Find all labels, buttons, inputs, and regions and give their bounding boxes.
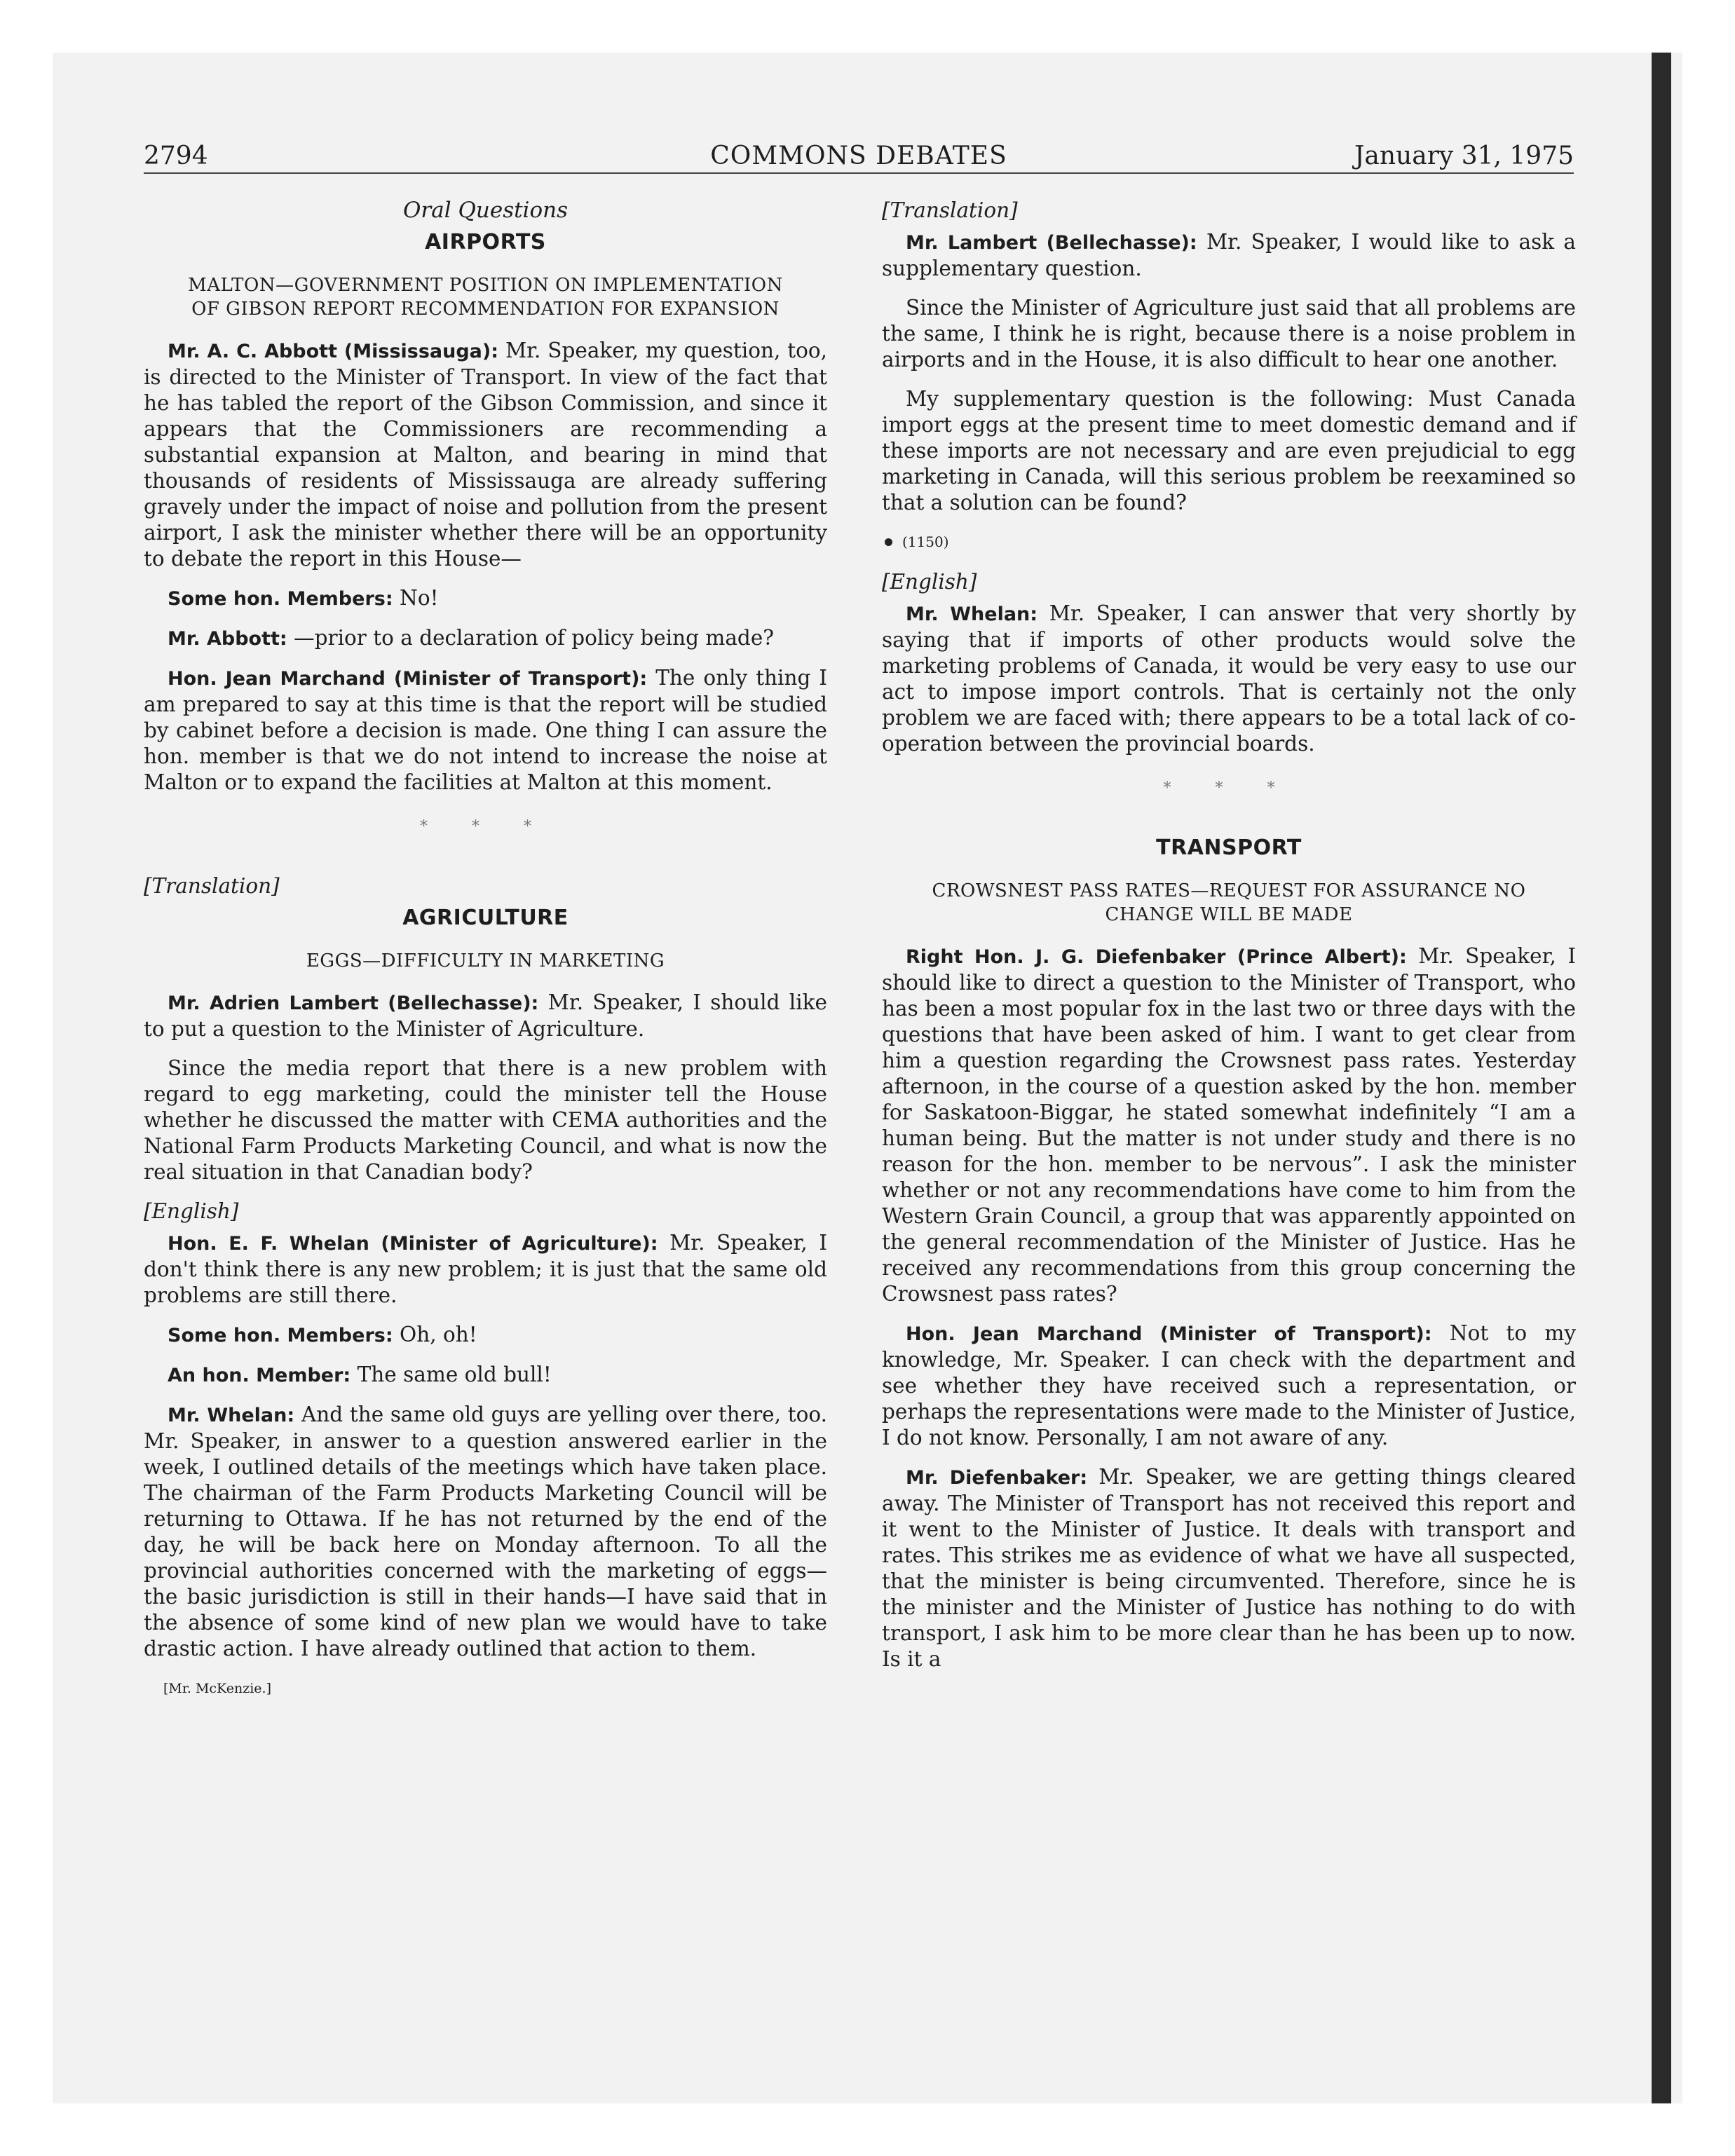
speaker-name: Mr. Whelan: — [168, 1405, 295, 1426]
paragraph — [144, 990, 827, 1042]
publication-title: COMMONS DEBATES — [710, 142, 1007, 170]
speaker-name: Hon. E. F. Whelan (Minister of Agriculture): — [168, 1233, 658, 1255]
speaker-name: An hon. Member: — [168, 1365, 351, 1386]
speaker-name: Mr. Lambert (Bellechasse): — [906, 232, 1197, 254]
speaker-name: Right Hon. J. G. Diefenbaker (Prince Albert): — [906, 946, 1407, 968]
speech-text: Mr. Speaker, I should like to direct a question to the Minister of Transport, who has been a most popular fox in the last two or three days with the questions that have been asked of him. I want to get clear from him a question regarding the Crowsnest pass rates. Yesterday afternoon, in the course of a question asked by the hon. member for Saskatoon-Biggar, he stated somewhat indefinitely “I am a human being. But the matter is not under study and there is no reason for the hon. member to be nervous”. I ask the minister whether or not any recommendations have come to him from the Western Grain Council, a group that was apparently appointed on the general recommendation of the Minister of Justice. Has he received any recommendations from this group concerning the Crowsnest pass rates? — [882, 944, 1576, 1306]
paragraph — [882, 943, 1576, 1307]
english-tag: [English] — [144, 1199, 239, 1223]
speech-text: And the same old guys are yelling over there, too. Mr. Speaker, in answer to a question answered earlier in the week, I outlined details of the meetings which have taken place. The chairman of the Farm Products Marketing Council will be returning to Ottawa. If he has not returned by the end of the day, he will be back here on Monday afternoon. To all the provincial authorities concerned with the marketing of eggs—the basic jurisdiction is still in their hands—I have said that in the absence of some kind of new plan we would have to take drastic action. I have already outlined that action to them. — [144, 1403, 827, 1660]
section-label: Oral Questions — [402, 198, 569, 223]
page-header — [144, 140, 1574, 174]
translation-tag: [Translation] — [144, 874, 280, 898]
paragraph — [144, 1402, 827, 1662]
paragraph: Since the Minister of Agriculture just said that all problems are the same, I think he is right, because there is a noise problem in airports and in the House, it is also difficult to hear one another. — [882, 296, 1576, 371]
paragraph: My supplementary question is the following: Must Canada import eggs at the present time to meet domestic demand and if these imports are not necessary and are even prejudicial to egg marketing in Canada, will this serious problem be reexamined so that a solution can be found? — [882, 387, 1576, 514]
english-tag: [English] — [882, 570, 977, 594]
translation-tag: [Translation] — [882, 198, 1018, 222]
airports-subheading: MALTON—GOVERNMENT POSITION ON IMPLEMENTATION OF GIBSON REPORT RECOMMENDATION FOR EXPANSION — [188, 275, 783, 320]
speech-text: Mr. Speaker, we are getting things cleared away. The Minister of Transport has not received this report and it went to the Minister of Justice. It deals with transport and rates. This strikes me as evidence of what we have all suspected, that the minister is being circumvented. Therefore, since he is the minister and the Minister of Justice has nothing to do with transport, I ask him to be more clear than he has been up to now. Is it a — [882, 1465, 1577, 1671]
bullet-icon — [885, 538, 892, 546]
speech-text: —prior to a declaration of policy being made? — [287, 626, 775, 650]
speech-text: The only thing I am prepared to say at this time is that the report will be studied by cabinet before a decision is made. One thing I can assure the hon. member is that we do not intend to increase the noise at Malton or to expand the facilities at Malton at this moment. — [144, 666, 827, 794]
speech-text: The same old bull! — [351, 1363, 552, 1386]
speech-text: No! — [393, 586, 439, 610]
speaker-name: Some hon. Members: — [168, 588, 393, 610]
speaker-name: Hon. Jean Marchand (Minister of Transport): — [168, 668, 648, 690]
paragraph — [882, 1464, 1576, 1672]
scan-edge-shadow — [1652, 53, 1671, 2103]
transport-subheading: CROWSNEST PASS RATES—REQUEST FOR ASSURANCE NO CHANGE WILL BE MADE — [932, 880, 1526, 925]
paragraph: Since the media report that there is a new problem with regard to egg marketing, could the minister tell the House whether he discussed the matter with CEMA authorities and the National Farm Products Marketing Council, and what is now the real situation in that Canadian body? — [144, 1056, 827, 1184]
page-footnote: [Mr. McKenzie.] — [163, 1681, 271, 1696]
paragraph — [144, 1230, 827, 1309]
right-column — [882, 198, 1576, 1686]
paragraph — [882, 601, 1576, 757]
airports-heading: AIRPORTS — [425, 230, 546, 254]
agriculture-subheading: EGGS—DIFFICULTY IN MARKETING — [306, 950, 665, 971]
paragraph — [144, 338, 827, 572]
paragraph — [144, 1362, 827, 1389]
timecode-text: (1150) — [902, 533, 949, 550]
speech-text: Mr. Speaker, I would like to ask a supplementary question. — [882, 230, 1576, 280]
speech-text: Mr. Speaker, my question, too, is directed to the Minister of Transport. In view of the fact that he has tabled the report of the Gibson Commission, and since it appears that the Commissioners are recommending a substantial expansion at Malton, and bearing in mind that thousands of residents of Mississauga are already suffering gravely under the impact of noise and pollution from the present airport, I ask the minister whether there will be an opportunity to debate the report in this House— — [144, 339, 827, 571]
publication-date: January 31, 1975 — [1354, 142, 1574, 170]
speaker-name: Mr. Whelan: — [906, 603, 1038, 625]
speaker-name: Hon. Jean Marchand (Minister of Transport): — [906, 1323, 1432, 1345]
paragraph — [144, 625, 827, 652]
speaker-name: Mr. A. C. Abbott (Mississauga): — [168, 341, 499, 362]
transport-heading: TRANSPORT — [1156, 835, 1302, 860]
page-number: 2794 — [144, 142, 208, 170]
speech-text: Not to my knowledge, Mr. Speaker. I can check with the department and see whether they have received such a representation, or perhaps the representations were made to the Minister of Justice, I do not know. Personally, I am not aware of any. — [882, 1321, 1577, 1449]
section-divider-stars: * * * — [1163, 779, 1295, 797]
speaker-name: Mr. Abbott: — [168, 628, 287, 650]
speaker-name: Some hon. Members: — [168, 1325, 393, 1346]
paragraph — [882, 1321, 1576, 1451]
speech-text: Mr. Speaker, I don't think there is any new problem; it is just that the same old problems are still there. — [144, 1231, 827, 1307]
speech-text: Oh, oh! — [393, 1323, 477, 1346]
paragraph — [882, 229, 1576, 282]
speaker-name: Mr. Adrien Lambert (Bellechasse): — [168, 992, 539, 1014]
section-divider-stars: * * * — [420, 818, 551, 835]
speech-text: Mr. Speaker, I can answer that very shortly by saying that if imports of other products would solve the marketing problems of Canada, it would be very easy to use our act to impose import controls. That is certainly not the only problem we are faced with; there appears to be a total lack of co-operation between the provincial boards. — [882, 601, 1576, 756]
paragraph — [144, 1322, 827, 1349]
speaker-name: Mr. Diefenbaker: — [906, 1467, 1088, 1489]
paragraph — [144, 585, 827, 612]
left-column — [144, 198, 827, 1702]
paragraph — [144, 665, 827, 796]
timecode — [882, 529, 1576, 555]
speech-text: Mr. Speaker, I should like to put a question to the Minister of Agriculture. — [144, 990, 827, 1041]
agriculture-heading: AGRICULTURE — [402, 906, 569, 930]
